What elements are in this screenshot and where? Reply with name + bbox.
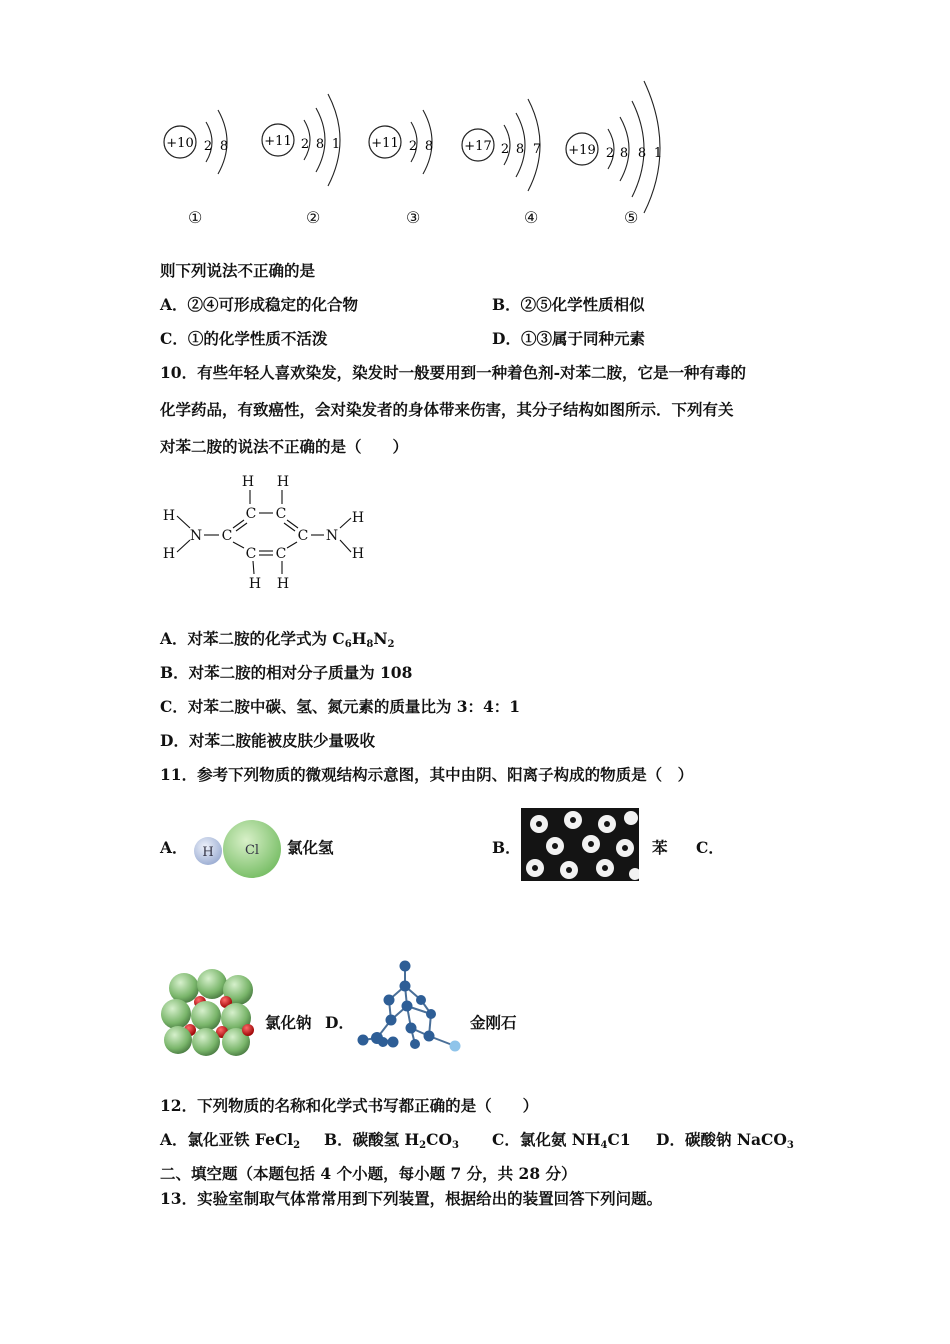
q11-option-b-label[interactable]: B． bbox=[492, 838, 521, 857]
atom-3-shell-1: 2 bbox=[408, 139, 418, 154]
atom-h-nh-left-bottom: H bbox=[162, 546, 176, 562]
atom-c-right: C bbox=[297, 528, 309, 544]
q10-option-a-text: A．对苯二胺的化学式为 C bbox=[160, 629, 345, 648]
atom-4-shell-3: 7 bbox=[532, 142, 542, 157]
atom-4-nucleus: +17 bbox=[464, 139, 492, 154]
atom-5-shell-3: 8 bbox=[637, 146, 647, 161]
atom-h-nh-left-top: H bbox=[162, 508, 176, 524]
atom-structure-3 bbox=[365, 100, 455, 200]
q12-option-b-text: B．碳酸氢 H bbox=[324, 1130, 420, 1149]
atom-1-shell-1: 2 bbox=[203, 139, 213, 154]
q11-option-d-name: 金刚石 bbox=[470, 1013, 517, 1032]
atom-3-index: ③ bbox=[406, 208, 421, 227]
atom-n-left: N bbox=[189, 528, 203, 544]
q12-option-a[interactable] bbox=[160, 1130, 300, 1150]
atom-5-shell-1: 2 bbox=[605, 146, 615, 161]
atom-2-shell-1: 2 bbox=[300, 137, 310, 152]
q12-option-b-sub-2: 3 bbox=[451, 1140, 459, 1151]
atom-structure-5 bbox=[562, 75, 692, 215]
atom-4-index: ④ bbox=[524, 208, 539, 227]
q10-option-b[interactable]: B．对苯二胺的相对分子质量为 108 bbox=[160, 663, 413, 682]
q9-option-b[interactable]: B．②⑤化学性质相似 bbox=[492, 295, 645, 314]
hcl-h-label: H bbox=[202, 845, 214, 860]
atom-1-shell-2: 8 bbox=[219, 139, 229, 154]
atom-structure-1 bbox=[160, 100, 250, 200]
q13-stem: 13．实验室制取气体常常用到下列装置，根据给出的装置回答下列问题。 bbox=[160, 1189, 663, 1208]
q10-option-a-sub-c: 6 bbox=[344, 639, 352, 650]
q12-option-b-mid: CO bbox=[426, 1130, 452, 1149]
q9-option-a[interactable]: A．②④可形成稳定的化合物 bbox=[160, 295, 359, 314]
atom-4-shell-2: 8 bbox=[515, 142, 525, 157]
atom-c-top-right: C bbox=[275, 506, 287, 522]
q10-stem-line-3: 对苯二胺的说法不正确的是（ ） bbox=[160, 437, 409, 456]
diamond-structure-model bbox=[355, 958, 467, 1056]
q12-option-a-text: A．氯化亚铁 FeCl bbox=[160, 1130, 294, 1149]
atom-structure-4 bbox=[458, 90, 568, 205]
q11-option-a-label[interactable]: A． bbox=[160, 838, 188, 857]
atom-5-index: ⑤ bbox=[624, 208, 639, 227]
q11-option-a-name: 氯化氢 bbox=[287, 838, 334, 857]
q11-stem: 11．参考下列物质的微观结构示意图，其中由阴、阳离子构成的物质是（ ） bbox=[160, 765, 694, 784]
atom-2-index: ② bbox=[306, 208, 321, 227]
atom-5-shell-2: 8 bbox=[619, 146, 629, 161]
atom-2-nucleus: +11 bbox=[264, 134, 292, 149]
section-2-heading: 二、填空题（本题包括 4 个小题，每小题 7 分，共 28 分） bbox=[160, 1164, 577, 1183]
q10-stem-line-1: 10．有些年轻人喜欢染发，染发时一般要用到一种着色剂-对苯二胺，它是一种有毒的 bbox=[160, 363, 747, 382]
atom-structure-2 bbox=[258, 90, 368, 205]
q10-option-c[interactable]: C．对苯二胺中碳、氢、氮元素的质量比为 3：4：1 bbox=[160, 697, 521, 716]
q9-stem: 则下列说法不正确的是 bbox=[160, 261, 316, 280]
p-phenylenediamine-structure bbox=[155, 470, 385, 600]
atom-h-bottom-left: H bbox=[248, 576, 262, 592]
atom-diagram-row bbox=[150, 70, 690, 240]
q12-option-c[interactable] bbox=[492, 1130, 631, 1150]
q12-option-d-sub: 3 bbox=[786, 1140, 794, 1151]
q12-option-a-sub: 2 bbox=[293, 1140, 301, 1151]
benzene-micrograph bbox=[521, 808, 639, 881]
q10-option-d[interactable]: D．对苯二胺能被皮肤少量吸收 bbox=[160, 731, 375, 750]
atom-h-nh-right-bottom: H bbox=[351, 546, 365, 562]
atom-1-index: ① bbox=[188, 208, 203, 227]
hcl-cl-label: Cl bbox=[244, 843, 260, 858]
atom-5-nucleus: +19 bbox=[568, 143, 596, 158]
q11-option-b-name: 苯 bbox=[652, 838, 668, 857]
atom-2-shell-3: 1 bbox=[331, 137, 341, 152]
atom-h-top-right: H bbox=[276, 474, 290, 490]
atom-3-nucleus: +11 bbox=[371, 136, 399, 151]
q12-option-c-sub: 4 bbox=[600, 1140, 608, 1151]
q11-option-c-name: 氯化钠 bbox=[265, 1013, 312, 1032]
q10-option-a-sub-h: 8 bbox=[366, 639, 374, 650]
q12-option-d[interactable] bbox=[656, 1130, 794, 1150]
atom-2-shell-2: 8 bbox=[315, 137, 325, 152]
q10-option-a-n: N bbox=[373, 629, 388, 648]
q10-option-a[interactable] bbox=[160, 629, 395, 649]
nacl-crystal-model bbox=[160, 968, 258, 1058]
q12-option-b[interactable] bbox=[324, 1130, 459, 1150]
atom-c-left: C bbox=[221, 528, 233, 544]
q9-option-d[interactable]: D．①③属于同种元素 bbox=[492, 329, 645, 348]
hcl-molecule-model bbox=[190, 818, 285, 880]
atom-3-shell-2: 8 bbox=[424, 139, 434, 154]
atom-n-right: N bbox=[325, 528, 339, 544]
q10-stem-line-2: 化学药品，有致癌性，会对染发者的身体带来伤害，其分子结构如图所示．下列有关 bbox=[160, 400, 734, 419]
q10-option-a-h: H bbox=[351, 629, 367, 648]
q12-option-c-text: C．氯化氨 NH bbox=[492, 1130, 601, 1149]
atom-h-top-left: H bbox=[241, 474, 255, 490]
atom-5-shell-4: 1 bbox=[653, 146, 663, 161]
q11-option-c-label[interactable]: C． bbox=[696, 838, 724, 857]
q11-option-d-label[interactable]: D． bbox=[325, 1013, 354, 1032]
atom-1-nucleus: +10 bbox=[166, 136, 194, 151]
atom-4-shell-1: 2 bbox=[500, 142, 510, 157]
q12-option-c-end: C1 bbox=[607, 1130, 631, 1149]
q10-option-a-sub-n: 2 bbox=[387, 639, 395, 650]
atom-c-top-left: C bbox=[245, 506, 257, 522]
atom-c-bottom-right: C bbox=[275, 546, 287, 562]
q12-option-b-sub-1: 2 bbox=[419, 1140, 427, 1151]
atom-c-bottom-left: C bbox=[245, 546, 257, 562]
q9-option-c[interactable]: C．①的化学性质不活泼 bbox=[160, 329, 328, 348]
atom-h-nh-right-top: H bbox=[351, 510, 365, 526]
q12-stem: 12．下列物质的名称和化学式书写都正确的是（ ） bbox=[160, 1096, 539, 1115]
q12-option-d-text: D．碳酸钠 NaCO bbox=[656, 1130, 787, 1149]
atom-h-bottom-right: H bbox=[276, 576, 290, 592]
